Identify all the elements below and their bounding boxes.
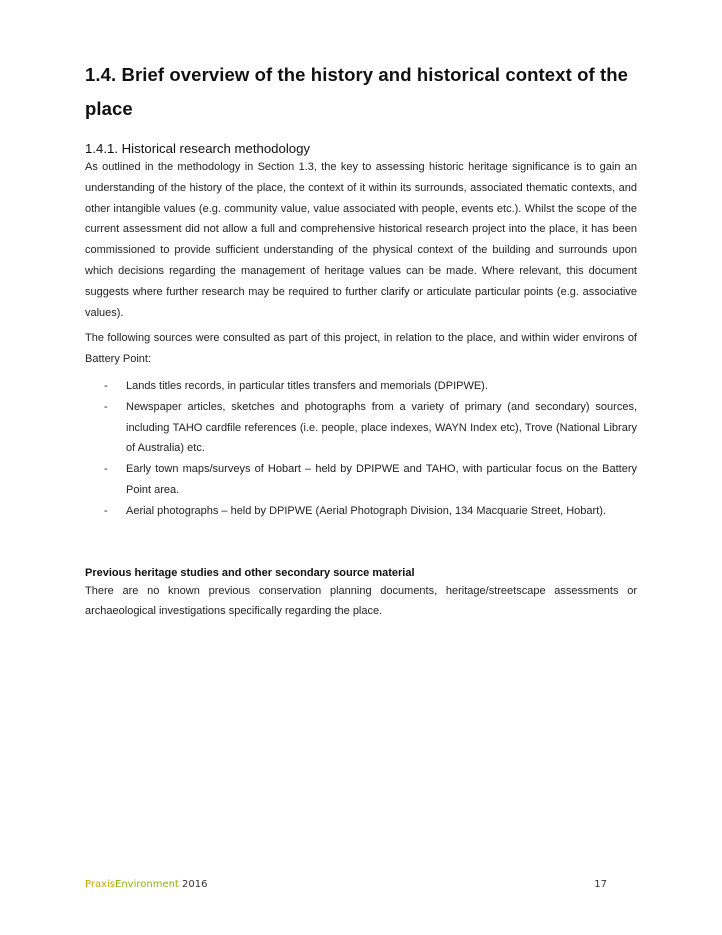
section-title: 1.4. Brief overview of the history and historical context of the place: [85, 64, 629, 119]
list-item-text: Aerial photographs – held by DPIPWE (Aerial Photograph Division, 134 Macquarie Street, Hobart).: [126, 504, 606, 517]
page-footer: [85, 879, 607, 890]
sources-list: [85, 376, 637, 522]
bullet-marker: -: [104, 400, 108, 413]
previous-studies-heading: Previous heritage studies and other secondary source material: [85, 566, 415, 579]
sources-intro-paragraph: The following sources were consulted as part of this project, in relation to the place, and within wider environs of Battery Point:: [85, 332, 637, 366]
list-item: [85, 397, 637, 459]
footer-year: 2016: [178, 879, 208, 890]
bullet-marker: -: [104, 504, 108, 517]
list-item: [85, 501, 637, 522]
list-item-text: Lands titles records, in particular titles transfers and memorials (DPIPWE).: [126, 379, 488, 392]
list-item: [85, 459, 637, 501]
footer-brand-praxis: Praxis: [85, 879, 115, 890]
bullet-marker: -: [104, 379, 108, 392]
list-item: [85, 376, 637, 397]
list-item-text: Early town maps/surveys of Hobart – held by DPIPWE and TAHO, with particular focus on the Battery Point area.: [126, 463, 637, 496]
list-item-text: Newspaper articles, sketches and photographs from a variety of primary (and secondary) sources, including TAHO cardfile references (i.e. people, place indexes, WAYN Index etc), Trove (National Library of Australia) etc.: [126, 400, 637, 455]
footer-brand: [85, 879, 179, 890]
subsection-title: 1.4.1. Historical research methodology: [85, 141, 311, 156]
methodology-paragraph: As outlined in the methodology in Section 1.3, the key to assessing historic heritage significance is to gain an understanding of the history of the place, the context of it within its surrounds, associated thematic contexts, and other intangible values (e.g. community value, value associated with people, events etc.). Whilst the scope of the current assessment did not allow a full and comprehensive historical research project into the place, it has been commissioned to provide sufficient understanding of the physical context of the building and surrounds upon which decisions regarding the management of heritage values can be made. Where relevant, this document suggests where further research may be required to further clarify or articulate particular points (e.g. associative values).: [85, 161, 637, 319]
previous-studies-paragraph: There are no known previous conservation planning documents, heritage/streetscape assessments or archaeological investigations specifically regarding the place.: [85, 584, 637, 618]
page-number: 17: [594, 879, 607, 890]
page-content: [85, 58, 637, 622]
footer-brand-environment: Environment: [115, 879, 179, 890]
bullet-marker: -: [104, 463, 108, 476]
